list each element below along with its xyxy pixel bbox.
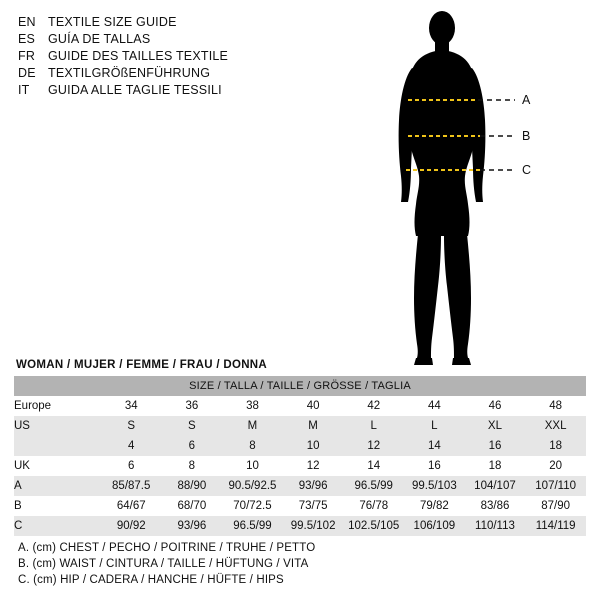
table-row xyxy=(14,516,586,536)
cell: 102.5/105 xyxy=(343,516,404,536)
cell: 68/70 xyxy=(162,496,223,516)
table-row xyxy=(14,436,586,456)
cell: 12 xyxy=(283,456,344,476)
table-row xyxy=(14,396,586,416)
cell: 14 xyxy=(343,456,404,476)
language-code: DE xyxy=(18,66,36,80)
legend-line-a: A. (cm) CHEST / PECHO / POITRINE / TRUHE / PETTO xyxy=(18,542,316,554)
cell: 10 xyxy=(283,436,344,456)
row-label: Europe xyxy=(14,396,101,416)
cell: 14 xyxy=(404,436,465,456)
table-group-title: WOMAN / MUJER / FEMME / FRAU / DONNA xyxy=(16,359,268,371)
table-row xyxy=(14,476,586,496)
cell: 34 xyxy=(101,396,162,416)
cell: 4 xyxy=(101,436,162,456)
cell: 96.5/99 xyxy=(222,516,283,536)
cell: 42 xyxy=(343,396,404,416)
cell: M xyxy=(283,416,344,436)
language-row xyxy=(18,14,308,31)
row-label: B xyxy=(14,496,101,516)
language-title: GUÍA DE TALLAS xyxy=(48,32,151,46)
cell: 36 xyxy=(162,396,223,416)
language-row xyxy=(18,31,308,48)
row-label: UK xyxy=(14,456,101,476)
cell: 96.5/99 xyxy=(343,476,404,496)
cell: 38 xyxy=(222,396,283,416)
row-label xyxy=(14,436,101,456)
cell: XL xyxy=(465,416,526,436)
cell: 76/78 xyxy=(343,496,404,516)
language-code: EN xyxy=(18,15,36,29)
cell: 107/110 xyxy=(525,476,586,496)
cell: 93/96 xyxy=(283,476,344,496)
female-silhouette-icon xyxy=(362,8,592,368)
row-label: US xyxy=(14,416,101,436)
cell: 90/92 xyxy=(101,516,162,536)
cell: 18 xyxy=(525,436,586,456)
measure-label-c: C xyxy=(522,163,532,177)
cell: L xyxy=(343,416,404,436)
cell: XXL xyxy=(525,416,586,436)
cell: 10 xyxy=(222,456,283,476)
table-header-label: SIZE / TALLA / TAILLE / GRÖSSE / TAGLIA xyxy=(14,376,586,396)
row-label: C xyxy=(14,516,101,536)
cell: 8 xyxy=(222,436,283,456)
cell: 70/72.5 xyxy=(222,496,283,516)
cell: 90.5/92.5 xyxy=(222,476,283,496)
legend-line-c: C. (cm) HIP / CADERA / HANCHE / HÜFTE / HIPS xyxy=(18,574,284,586)
language-title: TEXTILE SIZE GUIDE xyxy=(48,15,177,29)
language-row xyxy=(18,82,308,99)
cell: 6 xyxy=(162,436,223,456)
cell: 99.5/103 xyxy=(404,476,465,496)
cell: 16 xyxy=(465,436,526,456)
cell: 12 xyxy=(343,436,404,456)
size-table xyxy=(14,376,586,536)
cell: 114/119 xyxy=(525,516,586,536)
cell: 85/87.5 xyxy=(101,476,162,496)
cell: L xyxy=(404,416,465,436)
cell: 93/96 xyxy=(162,516,223,536)
cell: 8 xyxy=(162,456,223,476)
cell: S xyxy=(101,416,162,436)
cell: 79/82 xyxy=(404,496,465,516)
language-title: TEXTILGRÖßENFÜHRUNG xyxy=(48,66,211,80)
cell: 44 xyxy=(404,396,465,416)
legend-line-b: B. (cm) WAIST / CINTURA / TAILLE / HÜFTUNG / VITA xyxy=(18,558,309,570)
table-row xyxy=(14,456,586,476)
language-title-list xyxy=(18,14,308,99)
cell: 6 xyxy=(101,456,162,476)
table-row xyxy=(14,416,586,436)
cell: 99.5/102 xyxy=(283,516,344,536)
cell: 104/107 xyxy=(465,476,526,496)
row-label: A xyxy=(14,476,101,496)
cell: 88/90 xyxy=(162,476,223,496)
cell: S xyxy=(162,416,223,436)
cell: 46 xyxy=(465,396,526,416)
table-row xyxy=(14,496,586,516)
measure-label-a: A xyxy=(522,93,531,107)
body-figure-area xyxy=(362,8,592,368)
language-row xyxy=(18,65,308,82)
language-code: FR xyxy=(18,49,36,63)
cell: 64/67 xyxy=(101,496,162,516)
language-title: GUIDE DES TAILLES TEXTILE xyxy=(48,49,229,63)
measurement-legend xyxy=(18,540,578,588)
table-header-row xyxy=(14,376,586,396)
language-row xyxy=(18,48,308,65)
cell: 106/109 xyxy=(404,516,465,536)
cell: M xyxy=(222,416,283,436)
language-code: IT xyxy=(18,83,30,97)
size-table-section xyxy=(14,359,586,536)
measure-label-b: B xyxy=(522,129,531,143)
cell: 73/75 xyxy=(283,496,344,516)
cell: 87/90 xyxy=(525,496,586,516)
cell: 16 xyxy=(404,456,465,476)
cell: 83/86 xyxy=(465,496,526,516)
cell: 18 xyxy=(465,456,526,476)
cell: 48 xyxy=(525,396,586,416)
cell: 20 xyxy=(525,456,586,476)
language-title: GUIDA ALLE TAGLIE TESSILI xyxy=(48,83,222,97)
cell: 40 xyxy=(283,396,344,416)
language-code: ES xyxy=(18,32,36,46)
cell: 110/113 xyxy=(465,516,526,536)
